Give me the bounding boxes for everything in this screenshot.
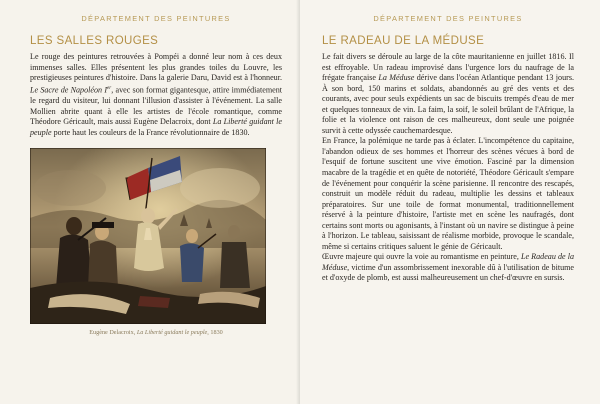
left-section-title: LES SALLES ROUGES: [30, 35, 159, 47]
left-work-superscript: er: [107, 85, 112, 91]
right-paragraph-2: En France, la polémique ne tarde pas à éclater. L'incompétence du capitaine, l'abandon odieux de ses hommes et l'horreur des scènes vécues à bord de l'esquif de fortune suscitent une vive émotion. Fasciné par la dimension macabre de la tragédie et en quête de notoriété, Théodore Géricault s'empare de l'événement pour conquérir la scène parisienne. Il rencontre des rescapés, construit un modèle réduit du radeau, multiplie les dessins et tableaux préparatoires. Sur une toile de format monumental, traditionnellement réservé à la peinture d'histoire, l'artiste met en scène les naufragés, dont certains sont morts ou agonisants, à l'instant où un navire se distingue à peine à l'horizon. Le tableau, saisissant de réalisme morbide, provoque le scandale, même si certains critiques saluent le génie de Géricault.: [322, 136, 574, 251]
right-section-title: LE RADEAU DE LA MÉDUSE: [322, 35, 485, 47]
right-paragraph-3: [322, 252, 574, 284]
right-running-head: DÉPARTEMENT DES PEINTURES: [373, 14, 523, 23]
right-p3-work-title: Le Radeau de la Méduse: [322, 252, 574, 272]
right-p1-text-b: dérive dans l'océan Atlantique pendant 13 jours. À son bord, 150 marins et soldats, abandonnés au gré des vents et des courants, avec pour seuls expédients un sac de biscuits trempés d'eau de mer et quelques tonneaux de vin. La faim, la soif, le soleil brûlant de l'Afrique, la folie et la violence ont raison de ces malheureux, dont seule une poignée survit à cette odyssée cauchemardesque.: [322, 73, 575, 135]
painting-caption: [30, 329, 282, 336]
left-work-title-sacre: Le Sacre de Napoléon I: [30, 85, 108, 95]
left-text-a: Le rouge des peintures retrouvées à Pompéi a donné leur nom à ces deux immenses salles. Elles présentent les plus grandes toiles du Louvre, les prestigieuses peintures d'histoire. Dans la galerie Daru, David est à l'honneur.: [30, 52, 282, 83]
right-p1-work-title: La Méduse: [378, 73, 415, 83]
liberty-painting-image: [30, 148, 266, 324]
left-work-title-liberte: La Liberté guidant le peuple: [30, 117, 282, 137]
caption-artist: Eugène Delacroix,: [89, 329, 137, 337]
right-page: [300, 0, 600, 404]
right-p3-text-a: Œuvre majeure qui ouvre la voie au romantisme en peinture,: [322, 252, 521, 262]
caption-year: , 1830: [207, 329, 223, 337]
right-p1-text-a: Le fait divers se déroule au large de la côte mauritanienne en juillet 1816. Il est effroyable. Un radeau improvisé dans l'urgence lors du naufrage de la frégate française: [322, 52, 574, 83]
left-text-c: porte haut les couleurs de la France révolutionnaire de 1830.: [51, 127, 250, 137]
right-paragraph-1: [322, 52, 574, 136]
caption-work: La Liberté guidant le peuple: [136, 329, 208, 337]
left-running-head: DÉPARTEMENT DES PEINTURES: [81, 14, 231, 23]
right-p3-text-b: , victime d'un assombrissement inexorable dû à l'utilisation de bitume et d'oxyde de plomb, est aussi malheureusement un chef-d'œuvre en sursis.: [322, 262, 574, 283]
left-paragraph: [30, 52, 282, 138]
left-text-b: , avec son format gigantesque, attire immédiatement le regard du visiteur, lui donnant l'illusion d'assister à l'événement. La salle Mollien abrite quant à elle les artistes de l'école romantique, comme Théodore Géricault, mais aussi Eugène Delacroix, dont: [30, 85, 283, 127]
